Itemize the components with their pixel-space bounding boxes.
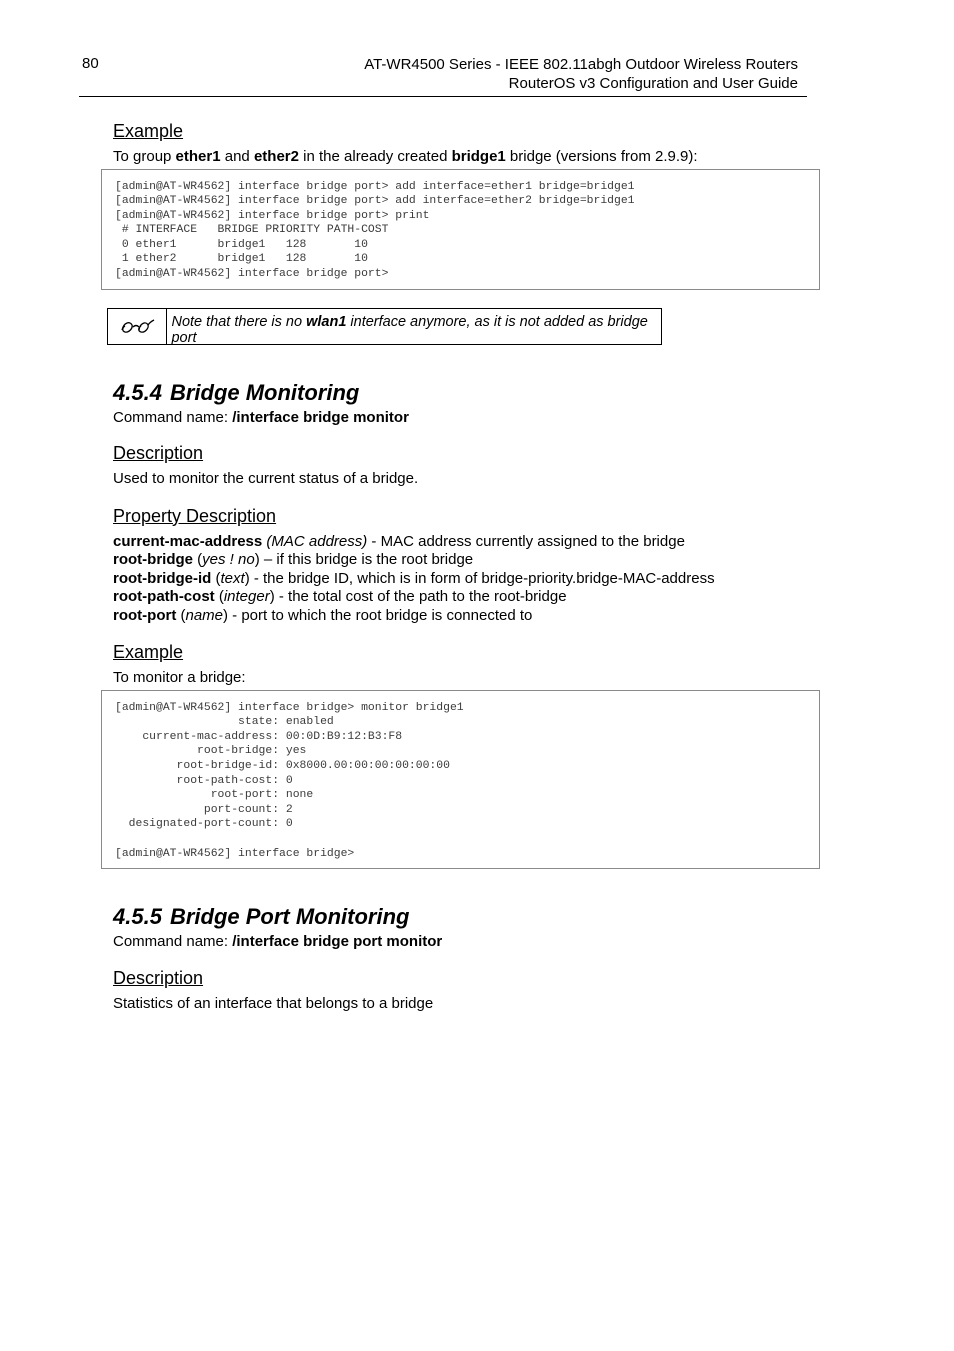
command-name: Command name: /interface bridge monitor: [113, 408, 409, 426]
description-text: Used to monitor the current status of a bridge.: [113, 470, 419, 488]
header-rule: [79, 96, 807, 97]
property-item: current-mac-address (MAC address) - MAC address currently assigned to the bridge: [113, 532, 685, 550]
code-block-bridge-port: [admin@AT-WR4562] interface bridge port> add interface=ether1 bridge=bridge1 [admin@AT-WR4562] interface bridge port> add interface=ether2 bridge=bridge1 [admin@AT-WR4562] interface bridge port> print # INTERFACE BRIDGE PRIORITY PATH-COST 0 ether1 bridge1 128 10 1 ether2 bridge1 128 10 [admin@AT-WR4562] interface bridge port>: [101, 169, 820, 290]
example-intro: To group ether1 and ether2 in the already created bridge1 bridge (versions from 2.9.9):: [113, 148, 698, 165]
description-heading: Description: [113, 443, 204, 464]
property-item: root-path-cost (integer) - the total cost of the path to the root-bridge: [113, 588, 567, 606]
property-item: root-bridge-id (text) - the bridge ID, which is in form of bridge-priority.bridge-MAC-address: [113, 569, 715, 587]
code-block-bridge-monitor: [admin@AT-WR4562] interface bridge> monitor bridge1 state: enabled current-mac-address: 00:0D:B9:12:B3:F8 root-bridge: yes root-bridge-id: 0x8000.00:00:00:00:00:00 root-path-cost: 0 root-port: none port-count: 2 designated-port-count: 0 [admin@AT-WR4562] interface bridge>: [101, 690, 820, 870]
property-item: root-bridge (yes ! no) – if this bridge is the root bridge: [113, 551, 474, 569]
running-header-line2: RouterOS v3 Configuration and User Guide: [508, 75, 798, 92]
example-heading-monitor: Example: [113, 642, 184, 663]
property-description-heading: Property Description: [113, 505, 277, 526]
running-header-line1: AT-WR4500 Series - IEEE 802.11abgh Outdoor Wireless Routers: [364, 56, 798, 73]
property-item: root-port (name) - port to which the root bridge is connected to: [113, 606, 533, 624]
description-text-port: Statistics of an interface that belongs to a bridge: [113, 994, 434, 1012]
property-list: [113, 533, 833, 626]
note-text: Note that there is no wlan1 interface anymore, as it is not added as bridge port: [171, 313, 648, 346]
glasses-icon: [108, 309, 167, 344]
page-content: [113, 120, 833, 1013]
example-heading: Example: [113, 121, 184, 141]
note-box: [107, 308, 662, 345]
command-name-port: Command name: /interface bridge port monitor: [113, 933, 443, 951]
running-header: [364, 55, 798, 93]
page-number: 80: [82, 55, 99, 72]
section-title-bridge-monitoring: 4.5.4 Bridge Monitoring: [113, 379, 360, 405]
section-title-bridge-port-monitoring: 4.5.5 Bridge Port Monitoring: [113, 904, 410, 930]
description-heading-port: Description: [113, 967, 204, 988]
example-intro-monitor: To monitor a bridge:: [113, 669, 246, 687]
